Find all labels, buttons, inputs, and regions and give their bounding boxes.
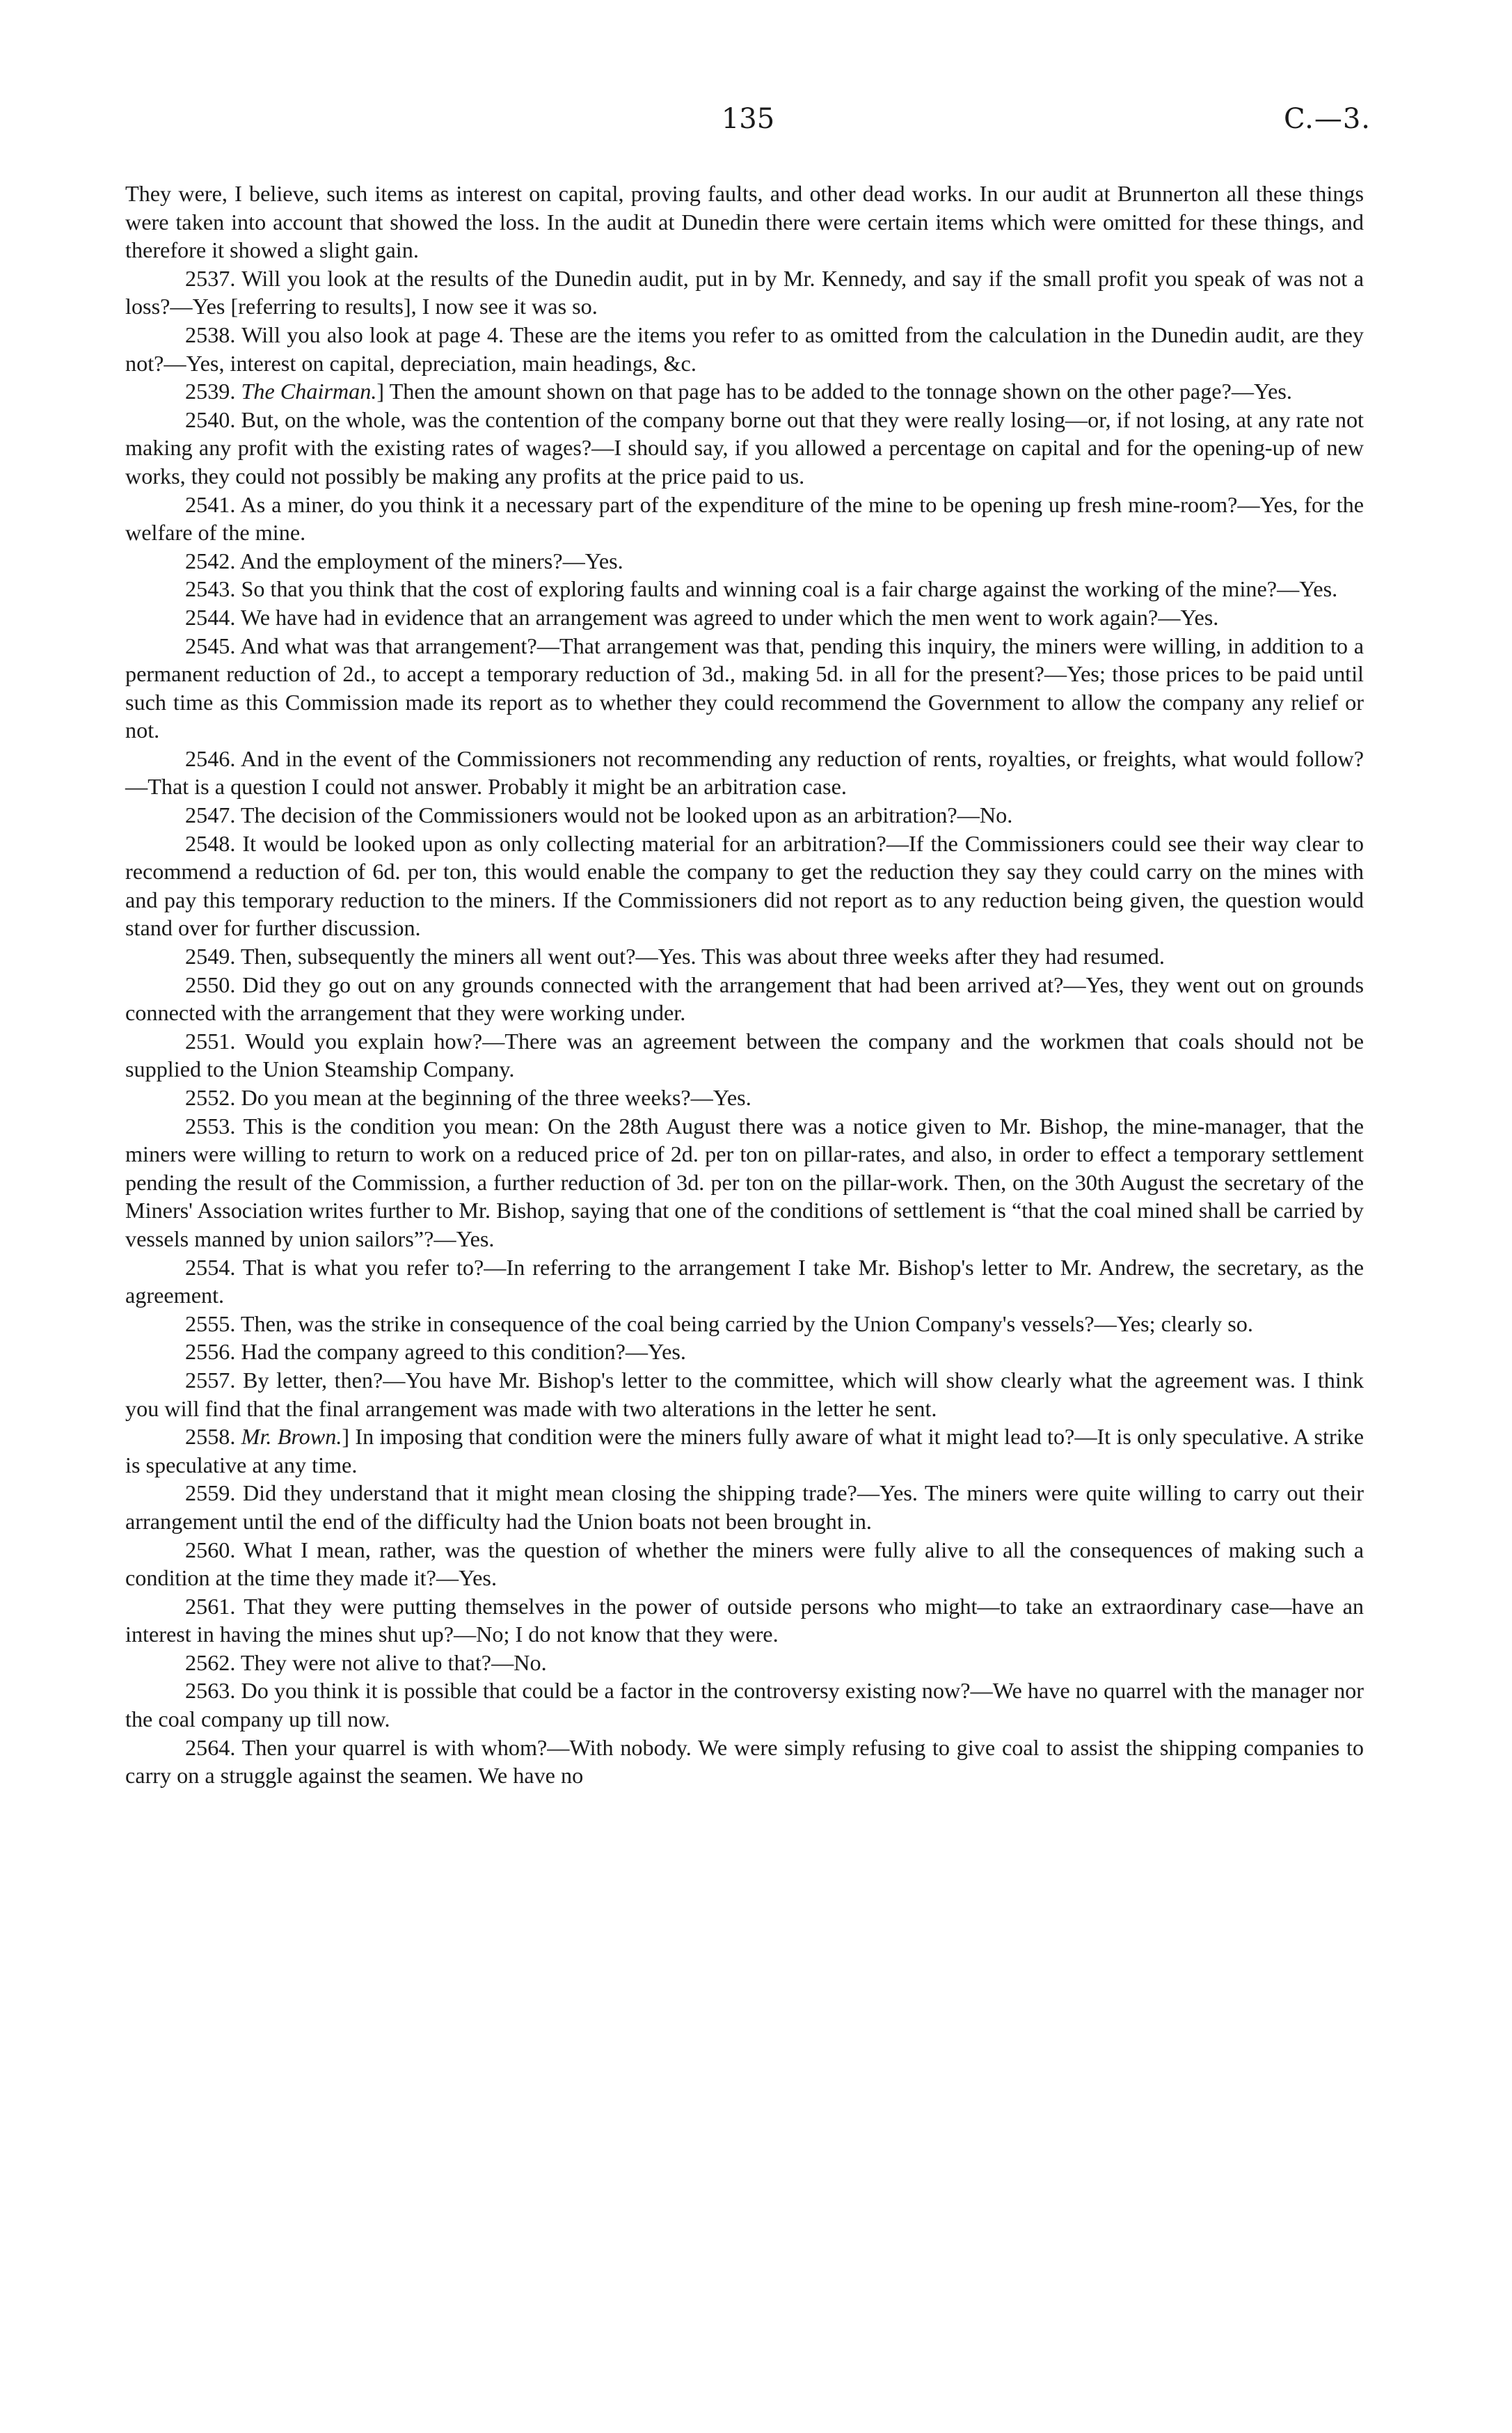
paragraph: 2551. Would you explain how?—There was an agreement between the company and the workmen that coals should not be supplied to the Union Steamship Company. (125, 1028, 1364, 1082)
document-reference: C.—3. (1283, 103, 1371, 135)
paragraph: 2552. Do you mean at the beginning of the three weeks?—Yes. (185, 1085, 751, 1110)
paragraph: 2564. Then your quarrel is with whom?—With nobody. We were simply refusing to give coal to assist the shipping companies to carry on a struggle against the seamen. We have no (125, 1734, 1364, 1789)
paragraph: 2538. Will you also look at page 4. These are the items you refer to as omitted from the calculation in the Dunedin audit, are they not?—Yes, interest on capital, depreciation, main headings, &c. (125, 322, 1364, 376)
paragraph: 2549. Then, subsequently the miners all went out?—Yes. This was about three weeks after they had resumed. (185, 944, 1165, 969)
paragraph: 2560. What I mean, rather, was the question of whether the miners were fully alive to all the consequences of making such a condition at the time they made it?—Yes. (125, 1537, 1364, 1591)
paragraph: 2557. By letter, then?—You have Mr. Bishop's letter to the committee, which will show clearly what the agreement was. I think you will find that the final arrangement was made with two alterations in the letter he sent. (125, 1367, 1364, 1421)
paragraph: 2562. They were not alive to that?—No. (185, 1649, 547, 1675)
paragraph: 2537. Will you look at the results of the Dunedin audit, put in by Mr. Kennedy, and say if the small profit you speak of was not a loss?—Yes [referring to results], I now see it was so. (125, 265, 1364, 319)
paragraph: 2541. As a miner, do you think it a necessary part of the expenditure of the mine to be opening up fresh mine-room?—Yes, for the welfare of the mine. (125, 491, 1364, 546)
paragraph: 2542. And the employment of the miners?—Yes. (185, 548, 623, 573)
page-header (125, 103, 1371, 145)
speaker-name: Mr. Brown. (241, 1424, 342, 1450)
paragraph: They were, I believe, such items as interest on capital, proving faults, and other dead works. In our audit at Brunnerton all these things were taken into account that showed the loss. In the audit at Dunedin there were certain items which were omitted for these things, and therefore it showed a slight gain. (125, 181, 1364, 263)
paragraph: 2545. And what was that arrangement?—That arrangement was that, pending this inquiry, the miners were willing, in addition to a permanent reduction of 2d., to accept a temporary reduction of 3d., making 5d. in all for the present?—Yes; those prices to be paid until such time as this Commission made its report as to whether they could recommend the Government to allow the company any relief or not. (125, 633, 1364, 743)
paragraph: 2547. The decision of the Commissioners would not be looked upon as an arbitration?—No. (185, 802, 1013, 828)
paragraph: 2546. And in the event of the Commissioners not recommending any reduction of rents, royalties, or freights, what would follow?—That is a question I could not answer. Probably it might be an arbitration case. (125, 745, 1364, 800)
paragraph: 2563. Do you think it is possible that could be a factor in the controversy existing now?—We have no quarrel with the manager nor the coal company up till now. (125, 1678, 1364, 1732)
paragraph: 2539. The Chairman.] Then the amount shown on that page has to be added to the tonnage shown on the other page?—Yes. (185, 379, 1292, 404)
paragraph: 2553. This is the condition you mean: On the 28th August there was a notice given to Mr. Bishop, the mine-manager, that the miners were willing to return to work on a reduced price of 2d. per ton on pillar-rates, and also, in order to effect a temporary settlement pending the result of the Commission, a further reduction of 3d. per ton on the pillar-work. Then, on the 30th August the secretary of the Miners' Association writes further to Mr. Bishop, saying that one of the conditions of settlement is “that the coal mined shall be carried by vessels manned by union sailors”?—Yes. (125, 1113, 1364, 1251)
paragraph: 2548. It would be looked upon as only collecting material for an arbitration?—If the Commissioners could see their way clear to recommend a reduction of 6d. per ton, this would enable the company to get the reduction they say they could carry on the mines with and pay this temporary reduction to the miners. If the Commissioners did not report as to any reduction being given, the question would stand over for further discussion. (125, 830, 1364, 941)
paragraph: 2555. Then, was the strike in consequence of the coal being carried by the Union Company's vessels?—Yes; clearly so. (185, 1310, 1253, 1336)
speaker-name: The Chairman. (241, 379, 377, 404)
paragraph: 2550. Did they go out on any grounds connected with the arrangement that had been arrived at?—Yes, they went out on grounds connected with the arrangement that they were working under. (125, 972, 1364, 1026)
paragraph: 2558. Mr. Brown.] In imposing that condition were the miners fully aware of what it might lead to?—It is only speculative. A strike is speculative at any time. (125, 1424, 1364, 1477)
paragraph: 2556. Had the company agreed to this condition?—Yes. (185, 1339, 686, 1365)
paragraph: 2544. We have had in evidence that an arrangement was agreed to under which the men went to work again?—Yes. (185, 604, 1219, 630)
paragraph: 2561. That they were putting themselves in the power of outside persons who might—to take an extraordinary case—have an interest in having the mines shut up?—No; I do not know that they were. (125, 1593, 1364, 1647)
paragraph: 2543. So that you think that the cost of exploring faults and winning coal is a fair charge against the working of the mine?—Yes. (185, 576, 1338, 602)
paragraph: 2540. But, on the whole, was the contention of the company borne out that they were really losing—or, if not losing, at any rate not making any profit with the existing rates of wages?—I should say, if you allowed a percentage on capital and for the opening-up of new works, they could not possibly be making any profits at the price paid to us. (125, 406, 1364, 489)
page-number: 135 (721, 103, 775, 135)
paragraph: 2554. That is what you refer to?—In referring to the arrangement I take Mr. Bishop's letter to Mr. Andrew, the secretary, as the agreement. (125, 1254, 1364, 1308)
paragraph: 2559. Did they understand that it might mean closing the shipping trade?—Yes. The miners were quite willing to carry out their arrangement until the end of the difficulty had the Union boats not been brought in. (125, 1480, 1364, 1534)
body-text (125, 180, 1364, 1790)
